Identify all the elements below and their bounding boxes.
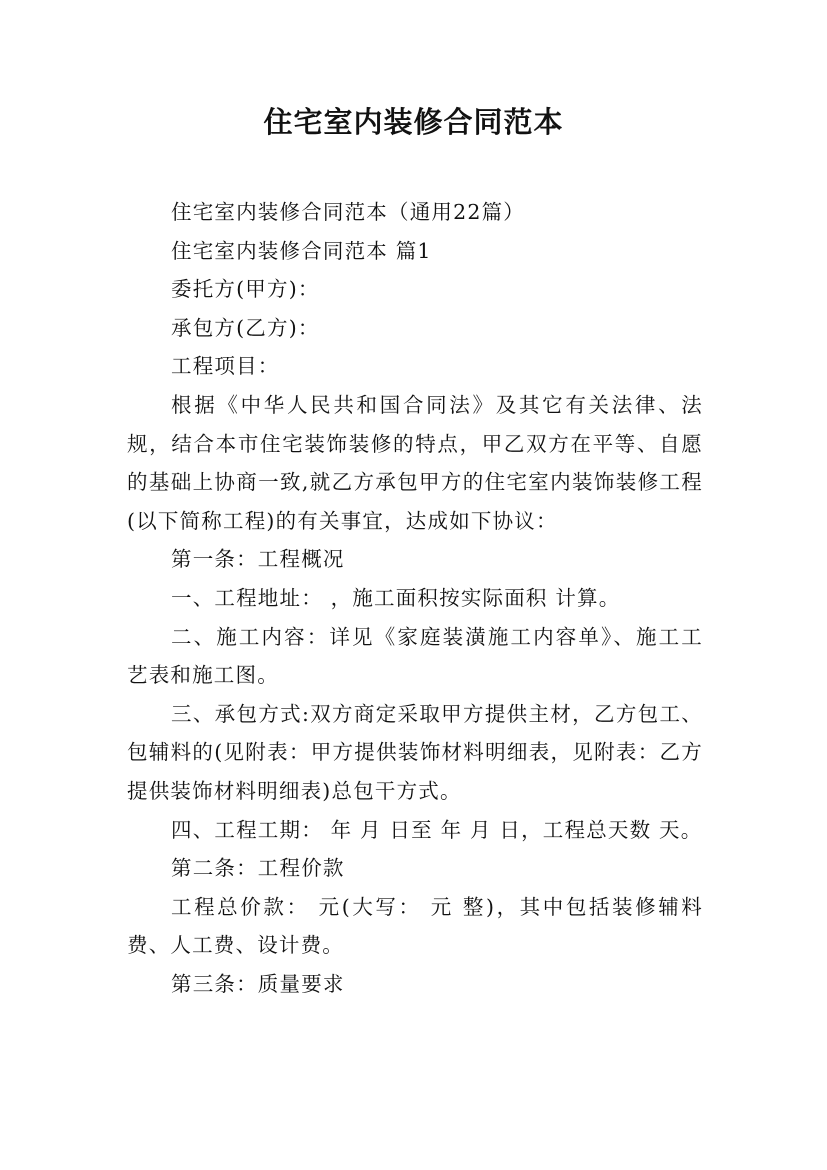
article-3-heading: 第三条：质量要求 [171,971,345,996]
article-1-item-4: 四、工程工期： 年 月 日至 年 月 日，工程总天数 天。 [171,817,703,842]
party-b-line: 承包方(乙方)： [171,315,320,340]
article-1-item-1: 一、工程地址： ，施工面积按实际面积 计算。 [171,585,621,610]
subtitle: 住宅室内装修合同范本（通用22篇） [171,200,525,224]
document-title: 住宅室内装修合同范本 [263,105,564,139]
preamble-paragraph: 根据《中华人民共和国合同法》及其它有关法律、法规，结合本市住宅装饰装修的特点，甲乙双方在平等、自愿的基础上协商一致,就乙方承包甲方的住宅室内装饰装修工程(以下简称工程)的有关事宜，达成如下协议： [127,392,703,533]
article-1-item-3: 三、承包方式:双方商定采取甲方提供主材，乙方包工、包辅料的(见附表：甲方提供装饰材料明细表，见附表：乙方提供装饰材料明细表)总包干方式。 [127,701,703,803]
article-1-item-2: 二、施工内容：详见《家庭装潢施工内容单》、施工工艺表和施工图。 [127,624,703,688]
article-2-price: 工程总价款： 元(大写： 元 整)，其中包括装修辅料费、人工费、设计费。 [127,894,703,958]
section-heading: 住宅室内装修合同范本 篇1 [171,238,432,263]
article-2-heading: 第二条：工程价款 [171,856,345,881]
party-a-line: 委托方(甲方)： [171,277,320,302]
project-line: 工程项目： [171,354,280,379]
article-1-heading: 第一条：工程概况 [171,547,345,572]
document-body [127,193,703,1003]
